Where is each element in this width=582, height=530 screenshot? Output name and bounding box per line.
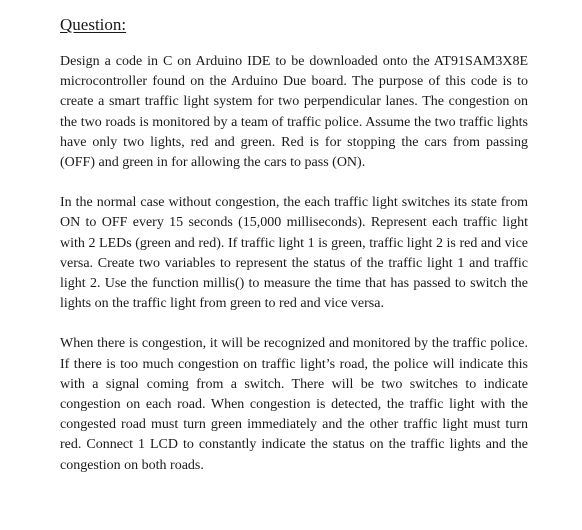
- document-page: [60, 14, 528, 476]
- question-heading: Question:: [60, 15, 127, 34]
- paragraph-congestion-case: When there is congestion, it will be recognized and monitored by the traffic police. If there is too much congestion on traffic light’s road, the police will indicate this with a signal coming from a switch. There will be two switches to indicate congestion on each road. When congestion is detected, the traffic light with the congested road must turn green immediately and the other traffic light must turn red. Connect 1 LCD to constantly indicate the status on the traffic lights and the congestion on both roads.: [60, 336, 528, 473]
- paragraph-normal-case: In the normal case without congestion, the each traffic light switches its state from ON to OFF every 15 seconds (15,000 milliseconds). Represent each traffic light with 2 LEDs (green and red). If traffic light 1 is green, traffic light 2 is red and vice versa. Create two variables to represent the status of the traffic light 1 and traffic light 2. Use the function millis() to measure the time that has passed to switch the lights on the traffic light from green to red and vice versa.: [60, 195, 528, 312]
- paragraph-design-task: Design a code in C on Arduino IDE to be downloaded onto the AT91SAM3X8E microcontroller found on the Arduino Due board. The purpose of this code is to create a smart traffic light system for two perpendicular lanes. The congestion on the two roads is monitored by a team of traffic police. Assume the two traffic lights have only two lights, red and green. Red is for stopping the cars from passing (OFF) and green in for allowing the cars to pass (ON).: [60, 54, 528, 171]
